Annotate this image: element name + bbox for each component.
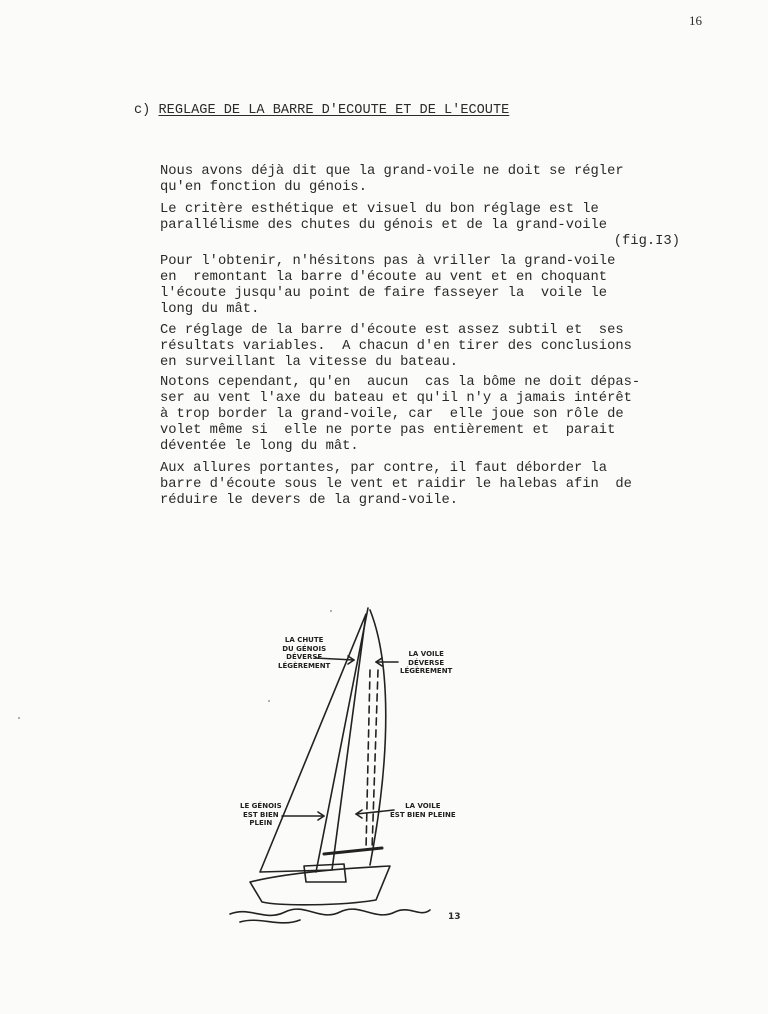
text-line: Notons cependant, qu'en aucun cas la bôme ne doit dépas- xyxy=(160,375,641,390)
text-line: à trop border la grand-voile, car elle joue son rôle de xyxy=(160,407,624,422)
water-wave xyxy=(240,920,300,923)
sailboat-illustration xyxy=(220,600,500,930)
text-line: Le critère esthétique et visuel du bon réglage est le xyxy=(160,202,599,217)
scan-speck xyxy=(18,717,20,719)
label-line: LA VOILE xyxy=(405,802,441,810)
paragraph-2 xyxy=(160,202,680,250)
paragraph-3 xyxy=(160,254,680,318)
paragraph-5 xyxy=(160,375,680,455)
label-line: LA CHUTE xyxy=(284,636,324,644)
mainsail-luff-dashed xyxy=(366,670,370,850)
section-heading xyxy=(134,103,509,118)
label-line: DÉVERSE xyxy=(286,653,323,661)
label-line: DÉVERSE xyxy=(408,658,445,667)
figure-number: 13 xyxy=(448,912,461,922)
cabin xyxy=(304,864,346,882)
label-genois-chute xyxy=(278,636,330,670)
text-line: volet même si elle ne porte pas entièrement et parait xyxy=(160,423,616,438)
text-line: en remontant la barre d'écoute au vent et en choquant xyxy=(160,270,608,285)
page-number: 16 xyxy=(689,13,702,28)
sailboat-drawing xyxy=(220,600,500,930)
text-line: réduire le devers de la grand-voile. xyxy=(160,493,459,508)
figure-reference: (fig.I3) xyxy=(613,234,680,249)
label-line: DU GÉNOIS xyxy=(282,644,327,653)
text-line: Pour l'obtenir, n'hésitons pas à vriller la grand-voile xyxy=(160,254,616,269)
water-wave xyxy=(230,909,430,915)
label-line: LA VOILE xyxy=(408,650,444,658)
scan-speck xyxy=(268,700,270,702)
text-line: barre d'écoute sous le vent et raidir le halebas afin de xyxy=(160,477,632,492)
text-line: Nous avons déjà dit que la grand-voile ne doit se régler xyxy=(160,164,624,179)
text-line: en surveillant la vitesse du bateau. xyxy=(160,355,459,370)
paragraph-6 xyxy=(160,461,680,509)
label-voile-pleine xyxy=(390,802,456,819)
text-line: l'écoute jusqu'au point de faire fasseyer la voile le xyxy=(160,286,608,301)
text-line: Ce réglage de la barre d'écoute est assez subtil et ses xyxy=(160,323,624,338)
label-genois-plein xyxy=(240,802,282,828)
label-line: EST BIEN PLEINE xyxy=(390,810,456,819)
label-line: EST BIEN xyxy=(243,810,279,819)
paragraph-1 xyxy=(160,164,680,196)
text-line: déventée le long du mât. xyxy=(160,439,359,454)
label-line: LÉGÈREMENT xyxy=(278,661,331,670)
text-line: parallélisme des chutes du génois et de la grand-voile xyxy=(160,218,608,233)
section-title: REGLAGE DE LA BARRE D'ECOUTE ET DE L'ECOUTE xyxy=(158,103,510,118)
label-line: LE GÉNOIS xyxy=(240,802,282,810)
text-line: qu'en fonction du génois. xyxy=(160,180,367,195)
scan-speck xyxy=(330,610,332,612)
text-line: ser au vent l'axe du bateau et qu'il n'y a jamais intérêt xyxy=(160,391,632,406)
label-line: LÉGÈREMENT xyxy=(400,667,453,675)
text-line: résultats variables. A chacun d'en tirer des conclusions xyxy=(160,339,632,354)
paragraph-4 xyxy=(160,323,680,371)
section-marker: c) xyxy=(134,103,151,118)
text-line: long du mât. xyxy=(160,302,260,317)
label-voile-deverse xyxy=(400,650,452,676)
text-line: Aux allures portantes, par contre, il faut déborder la xyxy=(160,461,608,476)
label-line: PLEIN xyxy=(249,819,273,827)
